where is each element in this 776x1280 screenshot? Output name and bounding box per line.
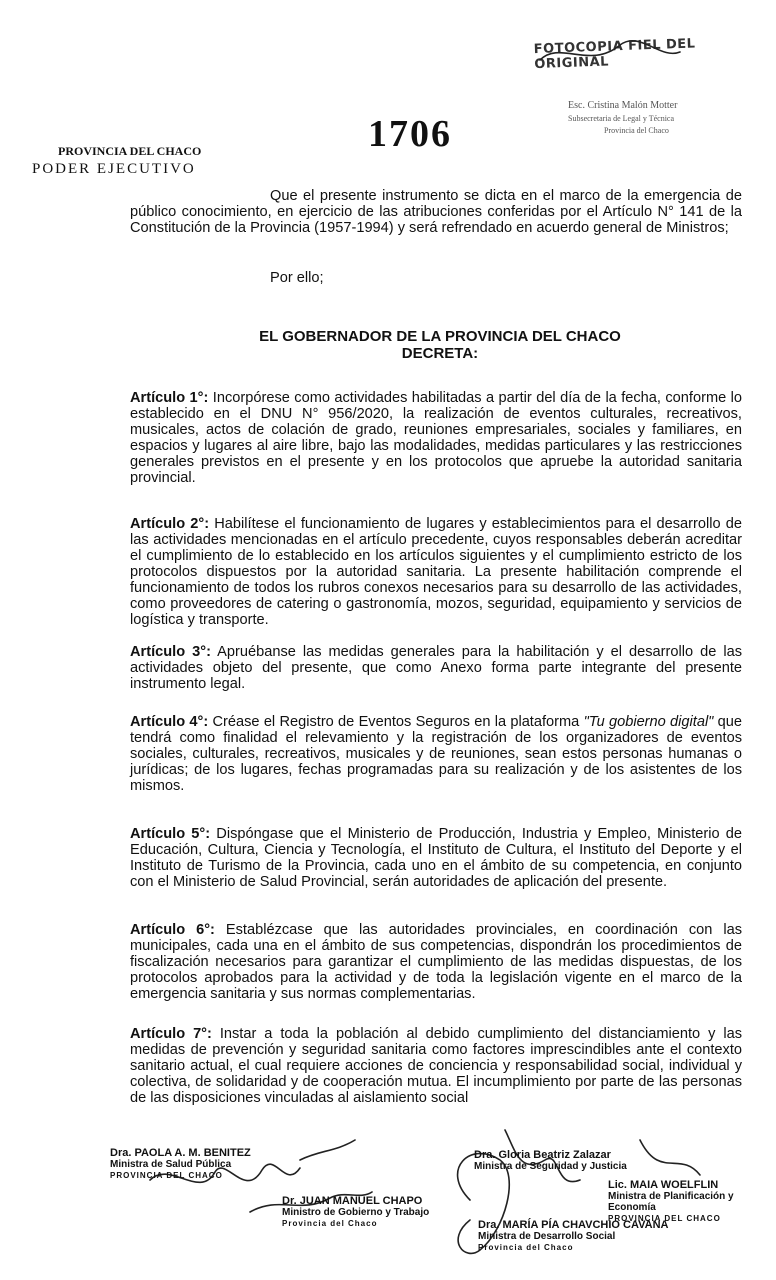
signer-name: Dr. JUAN MANUEL CHAPO: [282, 1195, 423, 1207]
article-text: Apruébanse las medidas generales para la habilitación y el desarrollo de las actividades objeto del presente, que como Anexo forma parte integrante del presente instrumento legal.: [130, 644, 743, 692]
article-label: Artículo 6°:: [130, 922, 215, 938]
stamp-notary-role: Subsecretaria de Legal y Técnica: [568, 114, 675, 123]
stamp-certification-text: FOTOCOPIA FIEL DEL ORIGINAL: [533, 36, 696, 73]
signer-province: PROVINCIA DEL CHACO: [608, 1214, 721, 1223]
article-label: Artículo 3°:: [130, 644, 211, 660]
signer-name: Dra. MARÍA PÍA CHAVCHIO CAVANA: [478, 1219, 669, 1231]
article-label: Artículo 7°:: [130, 1026, 212, 1042]
article-text: Dispóngase que el Ministerio de Producción, Industria y Empleo, Ministerio de Educación, Cultura, Ciencia y Tecnología, el Instituto de Cultura, el Instituto del Deporte y el Instituto de Turismo de la Provincia, cada uno en el ámbito de su competencia, en conjunto con el Ministerio de Salud Provincial, serán autoridades de aplicación del presente.: [130, 826, 742, 890]
heading-decreta: DECRETA:: [401, 345, 479, 362]
stamp-signature-scribble: [540, 41, 680, 60]
signature-chapo: [282, 1196, 429, 1229]
signature-woelflin: [608, 1180, 768, 1224]
article-text-before: Créase el Registro de Eventos Seguros en la plataforma: [212, 714, 580, 730]
article-text: Establézcase que las autoridades provinciales, en coordinación con las municipales, cada una en el ámbito de sus competencias, dispondrán los procedimientos de fiscalización necesarios para garantizar el cumplimiento de las medidas dispuestas, de los protocolos aprobados para la actividad y de toda la legislación vigente en el marco de la emergencia sanitaria y sus normas complementarias.: [130, 922, 742, 1002]
signer-province: Provincia del Chaco: [478, 1243, 574, 1252]
article-label: Artículo 5°:: [130, 826, 211, 842]
signer-name: Lic. MAIA WOELFLIN: [608, 1179, 719, 1191]
article-label: Artículo 4°:: [130, 714, 209, 730]
signature-scribble-woelflin: [640, 1140, 700, 1175]
intro-paragraph: Que el presente instrumento se dicta en el marco de la emergencia de público conocimiento, en ejercicio de las atribuciones conferidas por el Artículo N° 141 de la Constitución de la Provincia (1957-1994) y será refrendado en acuerdo general de Ministros;: [130, 188, 742, 236]
signer-role: Ministra de Salud Pública: [110, 1159, 232, 1170]
stamp-notary-name: Esc. Cristina Malón Motter: [568, 100, 678, 111]
signer-name: Dra. Gloria Beatriz Zalazar: [474, 1149, 611, 1161]
stamp-province: Provincia del Chaco: [604, 126, 669, 135]
article-text: Habilítese el funcionamiento de lugares y establecimientos para el desarrollo de las actividades mencionadas en el artículo precedente, cuyos responsables deberán acreditar el cumplimiento de lo establecido en los artículos siguientes y el cumplimiento estricto de los protocolos dispuestos por la autoridad sanitaria. La presente habilitación comprende el funcionamiento de todos los rubros conexos necesarios para su desarrollo de las actividades, como proveedores de catering o gastronomía, mozos, seguridad, equipamiento y servicios de logística y transporte.: [130, 516, 742, 628]
article-text-after: que tendrá como finalidad el relevamiento y la registración de los organizadores de eventos sociales, culturales, recreativos, musicales y de reuniones, sean estos personas humanas o jurídicas; de los lugares, fechas programadas para su realización y de los asistentes de los mismos.: [130, 714, 743, 794]
signature-scribble-benitez-tail: [300, 1140, 355, 1160]
signer-province: PROVINCIA DEL CHACO: [110, 1171, 223, 1180]
signature-zalazar: [474, 1150, 627, 1172]
signature-benitez: [110, 1148, 251, 1181]
article-label: Artículo 2°:: [130, 516, 210, 532]
signer-role: Ministro de Gobierno y Trabajo: [282, 1207, 430, 1218]
signature-chavchio: [478, 1220, 668, 1253]
signer-province: Provincia del Chaco: [282, 1219, 378, 1228]
platform-name: "Tu gobierno digital": [583, 714, 714, 730]
province-label: PROVINCIA DEL CHACO: [58, 144, 202, 158]
signer-role: Ministra de Desarrollo Social: [478, 1231, 616, 1242]
article-label: Artículo 1°:: [130, 390, 209, 406]
branch-label: PODER EJECUTIVO: [32, 161, 196, 177]
article-text: Instar a toda la población al debido cumplimiento del distanciamiento y las medidas de prevención y seguridad sanitaria como factores imprescindibles ante el contexto sanitario actual, el cual requiere acciones de conciencia y responsabilidad social, individual y colectiva, de solidaridad y de cooperación mutua. El incumplimiento por parte de las personas de las disposiciones vinculadas al aislamiento social: [130, 1026, 743, 1106]
decree-number: 1706: [368, 113, 452, 155]
article-text: Incorpórese como actividades habilitadas a partir del día de la fecha, conforme lo establecido en el DNU N° 956/2020, la realización de eventos culturales, recreativos, musicales, actos de colación de grado, reuniones empresariales, sociales y familiares, en espacios y lugares al aire libre, bajo las modalidades, medidas particulares y las restricciones generales previstos en el presente y en los protocolos que apruebe la autoridad sanitaria provincial.: [130, 390, 742, 486]
signer-name: Dra. PAOLA A. M. BENITEZ: [110, 1147, 251, 1159]
heading-governor: EL GOBERNADOR DE LA PROVINCIA DEL CHACO: [259, 328, 621, 345]
signer-role: Ministra de Seguridad y Justicia: [474, 1161, 627, 1172]
por-ello-text: Por ello;: [270, 270, 324, 286]
signer-role: Ministra de Planificación y Economía: [608, 1191, 734, 1213]
